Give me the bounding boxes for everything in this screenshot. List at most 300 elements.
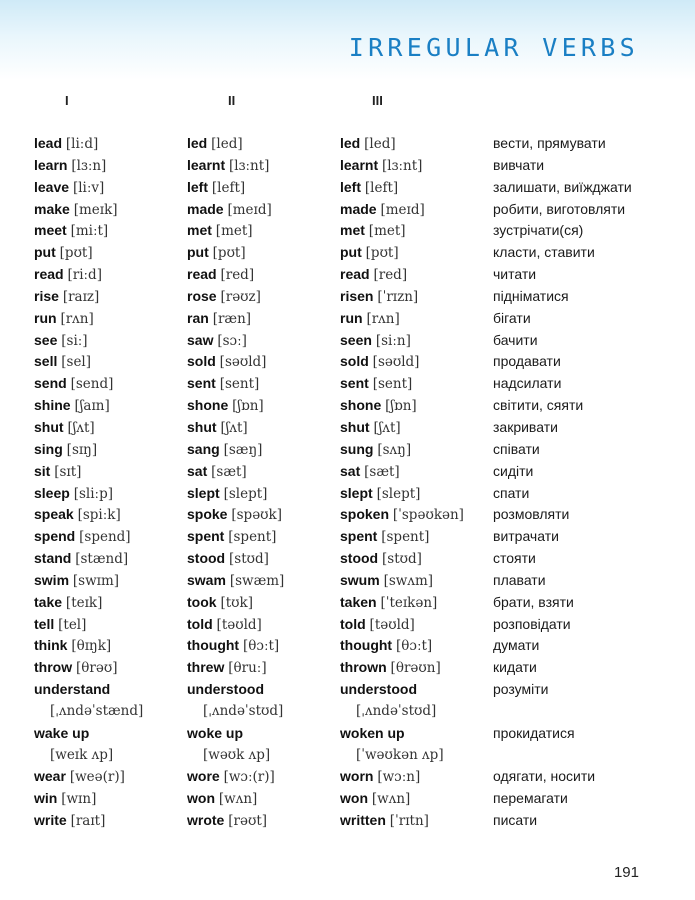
table-row [0, 723, 695, 767]
past-simple-word: sat [187, 462, 208, 479]
table-row [0, 351, 695, 373]
past-participle-transcription: [ʃʌt] [373, 419, 401, 436]
base-form-transcription: [sliːp] [73, 485, 113, 502]
past-participle-transcription: [led] [364, 136, 396, 152]
base-form-transcription: [tel] [58, 616, 87, 633]
base-form-cell [34, 330, 88, 353]
past-simple-transcription: [lɜːnt] [229, 157, 270, 174]
past-participle-word: risen [340, 287, 374, 304]
base-form-transcription: [spiːk] [77, 507, 121, 524]
past-participle-cell [340, 483, 420, 506]
past-participle-transcription: [ˈspəʊkən] [392, 507, 464, 524]
past-simple-word: sent [187, 375, 216, 392]
past-participle-word: swum [340, 571, 380, 588]
table-row [0, 395, 695, 417]
translation-cell: перемагати [493, 790, 568, 807]
past-simple-transcription: [left] [211, 179, 246, 196]
past-simple-transcription: [sent] [219, 376, 260, 393]
past-participle-transcription: [təʊld] [369, 616, 415, 633]
past-simple-word: put [187, 244, 209, 261]
base-form-word: run [34, 309, 57, 326]
past-simple-cell [187, 548, 269, 571]
past-simple-cell [187, 133, 243, 156]
base-form-word: understand [34, 681, 111, 698]
past-simple-transcription: [təʊld] [216, 616, 262, 633]
table-row [0, 614, 695, 636]
base-form-transcription: [raɪt] [70, 813, 106, 830]
past-simple-word: rose [187, 287, 217, 304]
column-header-iii: III [372, 93, 383, 108]
past-simple-transcription: [spəʊk] [231, 507, 283, 524]
past-participle-word: led [340, 135, 361, 151]
table-row [0, 526, 695, 548]
base-form-word: see [34, 331, 58, 348]
past-simple-cell [187, 788, 257, 811]
base-form-word: stand [34, 550, 72, 567]
base-form-word: throw [34, 659, 73, 676]
table-row [0, 417, 695, 439]
past-simple-transcription: [stʊd] [229, 551, 269, 568]
base-form-transcription: [sɪt] [54, 463, 82, 480]
base-form-cell [34, 199, 118, 222]
past-participle-word: spent [340, 528, 378, 545]
past-participle-transcription: [lɜːnt] [382, 157, 423, 174]
past-simple-transcription: [tʊk] [220, 594, 253, 611]
translation-cell: надсилати [493, 375, 562, 392]
base-form-cell [34, 308, 94, 331]
past-participle-cell [340, 199, 425, 222]
past-participle-cell [340, 461, 400, 484]
past-participle-transcription: [met] [368, 223, 406, 240]
base-form-cell [34, 155, 106, 178]
translation-cell: кидати [493, 659, 537, 676]
past-participle-cell [340, 177, 398, 200]
past-simple-cell [187, 439, 262, 462]
past-simple-cell [187, 461, 247, 484]
past-participle-cell [340, 395, 417, 418]
past-simple-cell [187, 657, 267, 680]
translation-cell: писати [493, 812, 538, 829]
base-form-word: leave [34, 178, 70, 195]
past-participle-word: left [340, 178, 361, 195]
verb-table [0, 133, 695, 832]
translation-cell: прокидатися [493, 724, 575, 741]
translation-cell: думати [493, 637, 540, 654]
past-simple-cell [187, 592, 253, 615]
past-simple-cell [187, 635, 279, 658]
past-simple-word: ran [187, 309, 209, 326]
past-participle-cell [340, 220, 406, 243]
translation-cell: стояти [493, 550, 536, 567]
base-form-transcription: [liːv] [72, 179, 105, 196]
base-form-transcription: [θɪŋk] [71, 638, 112, 655]
past-participle-cell [340, 570, 433, 593]
table-row [0, 264, 695, 286]
past-simple-transcription: [rəʊt] [228, 813, 268, 830]
past-participle-transcription: [wʌn] [371, 791, 411, 808]
past-participle-cell [340, 330, 411, 353]
past-participle-cell [340, 723, 444, 767]
past-participle-cell [340, 439, 411, 462]
past-simple-cell [187, 570, 284, 593]
past-participle-cell [340, 286, 418, 309]
past-simple-transcription: [slept] [223, 485, 268, 502]
base-form-transcription: [ʃʌt] [67, 419, 95, 436]
past-simple-transcription: [meɪd] [227, 201, 272, 218]
table-row [0, 483, 695, 505]
past-simple-transcription: [ʃɒn] [232, 398, 264, 415]
base-form-cell [34, 417, 95, 440]
base-form-transcription: [lɜːn] [71, 157, 107, 174]
past-participle-transcription: [ˈwəʊkən ʌp] [356, 746, 444, 763]
base-form-cell [34, 373, 113, 396]
past-participle-transcription: [red] [373, 267, 408, 284]
past-simple-word: read [187, 266, 217, 283]
past-participle-word: sent [340, 375, 369, 392]
past-participle-transcription: [stʊd] [382, 551, 422, 568]
base-form-cell [34, 788, 96, 811]
base-form-cell [34, 242, 93, 265]
translation-cell: розповідати [493, 615, 571, 632]
base-form-word: think [34, 637, 68, 654]
base-form-cell [34, 483, 113, 506]
past-simple-cell [187, 526, 276, 549]
past-participle-cell [340, 351, 419, 374]
page-number: 191 [613, 864, 639, 881]
translation-cell: класти, ставити [493, 244, 595, 261]
past-simple-transcription: [sɔː] [217, 332, 247, 349]
base-form-transcription: [sel] [61, 354, 92, 371]
base-form-transcription: [weə(r)] [69, 769, 125, 786]
past-simple-cell [187, 155, 269, 178]
past-simple-transcription: [met] [215, 223, 253, 240]
past-simple-transcription: [spent] [228, 529, 277, 546]
past-simple-cell [187, 199, 272, 222]
column-header-i: I [65, 93, 69, 108]
past-simple-word: swam [187, 571, 226, 588]
table-row [0, 570, 695, 592]
past-simple-word: spent [187, 528, 225, 545]
translation-cell: витрачати [493, 528, 559, 545]
base-form-word: put [34, 244, 56, 261]
past-participle-cell [340, 504, 464, 527]
base-form-word: make [34, 200, 70, 217]
base-form-word: spend [34, 528, 76, 545]
base-form-transcription: [stænd] [75, 551, 129, 568]
base-form-cell [34, 635, 111, 658]
past-participle-word: learnt [340, 156, 379, 173]
base-form-transcription: [ʃaɪn] [74, 398, 110, 415]
base-form-word: sing [34, 440, 63, 457]
past-participle-transcription: [siːn] [375, 332, 411, 349]
past-participle-word: thrown [340, 659, 387, 676]
past-simple-word: left [187, 178, 208, 195]
translation-cell: бігати [493, 309, 531, 326]
base-form-cell [34, 351, 91, 374]
base-form-word: send [34, 375, 67, 392]
base-form-transcription: [wɪn] [61, 791, 97, 808]
base-form-transcription: [raɪz] [62, 288, 100, 305]
past-participle-word: seen [340, 331, 372, 348]
past-participle-word: read [340, 266, 370, 283]
past-simple-transcription: [səʊld] [219, 354, 267, 371]
past-simple-transcription: [red] [220, 267, 255, 284]
base-form-transcription: [ˌʌndəˈstænd] [50, 702, 144, 719]
translation-cell: співати [493, 440, 540, 457]
past-simple-transcription: [θruː] [228, 660, 267, 677]
base-form-word: read [34, 266, 64, 283]
past-simple-cell [187, 242, 246, 265]
translation-cell: вести, прямувати [493, 135, 606, 151]
past-participle-word: told [340, 615, 366, 632]
base-form-cell [34, 133, 98, 156]
past-simple-transcription: [swæm] [229, 572, 285, 589]
base-form-cell [34, 592, 102, 615]
table-row [0, 439, 695, 461]
past-simple-transcription: [sæt] [211, 463, 247, 480]
translation-cell: читати [493, 266, 537, 283]
base-form-word: shine [34, 397, 71, 414]
past-participle-word: sat [340, 462, 361, 479]
past-simple-word: saw [187, 331, 214, 348]
past-participle-word: slept [340, 484, 373, 501]
translation-cell: вивчати [493, 156, 545, 173]
base-form-word: shut [34, 418, 64, 435]
past-participle-word: sung [340, 440, 374, 457]
past-simple-cell [187, 614, 262, 637]
base-form-transcription: [send] [70, 376, 114, 393]
base-form-transcription: [meɪk] [73, 201, 118, 218]
table-row [0, 286, 695, 308]
past-participle-transcription: [rʌn] [366, 310, 400, 327]
base-form-transcription: [miːt] [70, 223, 109, 240]
base-form-cell [34, 177, 104, 200]
past-participle-word: shut [340, 418, 370, 435]
base-form-word: sell [34, 353, 58, 370]
translation-cell: світити, сяяти [493, 397, 584, 414]
base-form-cell [34, 504, 121, 527]
past-simple-cell [187, 679, 283, 723]
translation-cell: сидіти [493, 462, 534, 479]
translation-cell: закривати [493, 418, 558, 435]
past-participle-cell [340, 548, 422, 571]
base-form-transcription: [riːd] [67, 267, 102, 284]
translation-cell: розмовляти [493, 506, 570, 523]
base-form-transcription: [liːd] [65, 136, 99, 152]
translation-cell: підніматися [493, 287, 569, 304]
past-simple-word: slept [187, 484, 220, 501]
past-simple-word: threw [187, 659, 225, 676]
base-form-word: sit [34, 462, 51, 479]
base-form-word: wear [34, 768, 66, 785]
past-simple-word: sold [187, 353, 216, 370]
base-form-transcription: [pʊt] [59, 245, 93, 262]
base-form-cell [34, 439, 97, 462]
past-participle-transcription: [meɪd] [380, 201, 425, 218]
base-form-cell [34, 286, 99, 309]
past-simple-word: sang [187, 440, 220, 457]
base-form-cell [34, 264, 102, 287]
base-form-word: lead [34, 135, 63, 151]
table-row [0, 177, 695, 199]
past-simple-transcription: [rəʊz] [220, 288, 261, 305]
past-participle-word: won [340, 790, 368, 807]
past-participle-transcription: [ˈteɪkən] [380, 594, 438, 611]
past-participle-word: understood [340, 681, 417, 698]
base-form-cell [34, 570, 119, 593]
translation-cell: брати, взяти [493, 593, 574, 610]
past-participle-word: spoken [340, 506, 390, 523]
table-row [0, 308, 695, 330]
past-simple-cell [187, 417, 248, 440]
translation-cell: продавати [493, 353, 561, 370]
base-form-word: learn [34, 156, 68, 173]
past-simple-transcription: [wəʊk ʌp] [203, 746, 271, 763]
base-form-transcription: [weɪk ʌp] [50, 746, 114, 763]
base-form-transcription: [rʌn] [60, 310, 94, 327]
past-simple-word: won [187, 790, 215, 807]
base-form-cell [34, 723, 113, 767]
past-participle-transcription: [sent] [372, 376, 413, 393]
past-simple-word: wrote [187, 812, 225, 829]
base-form-cell [34, 679, 143, 723]
translation-cell: залишати, виїжджати [493, 178, 632, 195]
past-simple-cell [187, 286, 261, 309]
base-form-cell [34, 461, 81, 484]
past-simple-cell [187, 483, 267, 506]
past-simple-cell [187, 373, 259, 396]
past-participle-word: stood [340, 550, 379, 567]
table-row [0, 220, 695, 242]
base-form-word: meet [34, 222, 67, 239]
table-row [0, 810, 695, 832]
translation-cell: одягати, носити [493, 768, 596, 785]
past-simple-word: told [187, 615, 213, 632]
base-form-word: wake up [34, 724, 90, 741]
past-simple-transcription: [wɔː(r)] [223, 769, 275, 786]
table-row [0, 242, 695, 264]
past-participle-cell [340, 810, 429, 833]
past-participle-word: met [340, 222, 365, 239]
past-participle-transcription: [ˈrɪtn] [389, 813, 429, 830]
translation-cell: спати [493, 484, 530, 501]
past-participle-cell [340, 788, 410, 811]
past-participle-word: woken up [340, 724, 405, 741]
column-header-ii: II [228, 93, 236, 108]
table-row [0, 657, 695, 679]
base-form-word: rise [34, 287, 59, 304]
past-participle-cell [340, 614, 415, 637]
past-simple-cell [187, 330, 247, 353]
past-simple-word: made [187, 200, 224, 217]
past-simple-word: stood [187, 550, 226, 567]
base-form-cell [34, 657, 117, 680]
translation-cell: плавати [493, 571, 546, 588]
past-simple-cell [187, 308, 251, 331]
past-simple-cell [187, 723, 270, 767]
past-simple-word: learnt [187, 156, 226, 173]
past-participle-cell [340, 657, 441, 680]
base-form-word: take [34, 593, 63, 610]
past-participle-transcription: [ˌʌndəˈstʊd] [356, 702, 437, 719]
past-participle-cell [340, 766, 420, 789]
base-form-cell [34, 614, 86, 637]
past-participle-cell [340, 635, 432, 658]
table-row [0, 548, 695, 570]
past-participle-word: put [340, 244, 362, 261]
past-participle-word: thought [340, 637, 393, 654]
table-row [0, 155, 695, 177]
past-participle-transcription: [səʊld] [372, 354, 420, 371]
past-simple-word: spoke [187, 506, 228, 523]
past-participle-word: written [340, 812, 386, 829]
base-form-word: win [34, 790, 58, 807]
past-participle-transcription: [wɔːn] [377, 769, 421, 786]
past-participle-cell [340, 417, 401, 440]
base-form-cell [34, 526, 131, 549]
base-form-cell [34, 810, 105, 833]
base-form-transcription: [siː] [61, 332, 88, 349]
translation-cell: бачити [493, 331, 538, 348]
past-participle-transcription: [sʌŋ] [377, 441, 412, 458]
translation-cell: розуміти [493, 681, 549, 698]
past-participle-transcription: [swʌm] [383, 572, 434, 589]
past-participle-transcription: [sæt] [364, 463, 400, 480]
table-row [0, 766, 695, 788]
table-row [0, 788, 695, 810]
past-participle-word: sold [340, 353, 369, 370]
past-participle-transcription: [left] [364, 179, 399, 196]
past-simple-transcription: [ʃʌt] [220, 419, 248, 436]
past-participle-cell [340, 308, 400, 331]
past-participle-transcription: [slept] [376, 485, 421, 502]
table-row [0, 133, 695, 155]
base-form-cell [34, 395, 110, 418]
past-simple-word: thought [187, 637, 240, 654]
past-participle-word: taken [340, 593, 377, 610]
table-row [0, 504, 695, 526]
past-participle-cell [340, 526, 429, 549]
past-simple-word: woke up [187, 724, 244, 741]
base-form-transcription: [θrəʊ] [76, 660, 118, 677]
past-participle-transcription: [ʃɒn] [385, 398, 417, 415]
past-participle-cell [340, 592, 437, 615]
table-row [0, 461, 695, 483]
past-participle-transcription: [θrəʊn] [390, 660, 441, 677]
past-participle-transcription: [ˈrɪzn] [377, 288, 419, 305]
base-form-word: sleep [34, 484, 70, 501]
past-participle-word: shone [340, 397, 382, 414]
past-simple-cell [187, 220, 253, 243]
base-form-word: swim [34, 571, 70, 588]
past-simple-word: led [187, 135, 208, 151]
past-simple-word: shut [187, 418, 217, 435]
past-simple-word: understood [187, 681, 264, 698]
past-simple-word: met [187, 222, 212, 239]
past-simple-transcription: [pʊt] [212, 245, 246, 262]
past-participle-cell [340, 133, 396, 156]
past-simple-transcription: [ˌʌndəˈstʊd] [203, 702, 284, 719]
past-simple-cell [187, 504, 282, 527]
table-row [0, 330, 695, 352]
table-row [0, 373, 695, 395]
past-participle-word: run [340, 309, 363, 326]
base-form-transcription: [teɪk] [65, 594, 103, 611]
base-form-word: tell [34, 615, 55, 632]
base-form-cell [34, 548, 128, 571]
base-form-transcription: [sɪŋ] [66, 441, 98, 458]
table-row [0, 592, 695, 614]
